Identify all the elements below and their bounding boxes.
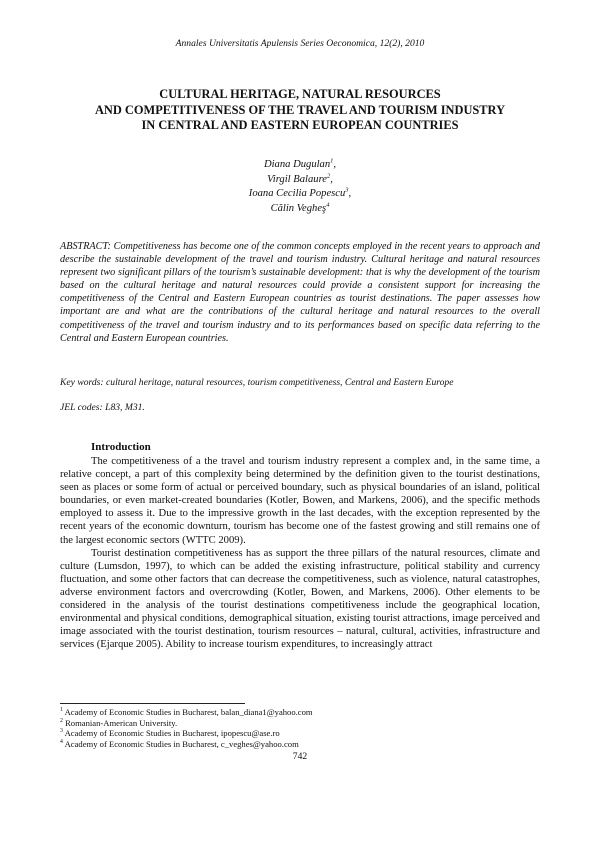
footnote-text: Academy of Economic Studies in Bucharest, ipopescu@ase.ro (64, 728, 280, 739)
author-separator: , (333, 159, 337, 170)
page-number: 742 (292, 751, 308, 762)
author-name: Virgil Balaure (267, 173, 328, 185)
footnote-mark: 2 (327, 172, 331, 180)
footnote (60, 728, 540, 739)
footnote-mark: 4 (326, 201, 330, 209)
abstract: ABSTRACT: Competitiveness has become one of the common concepts employed in the recent years to approach and describe the sustainable development of the travel and tourism industry. Cultural heritage and natural resources represent two significant pillars of the tourism’s sustainable development: that is why the development of the tourism based on the cultural heritage and natural resources could provide a consistent support for increasing the competitiveness of the Central and Eastern European countries as tourist destinations. The paper assesses how important are and what are the contributions of the cultural heritage and natural resources to the overall competitiveness of the travel and tourism industry and to its performances based on specific data referring to the Central and Eastern European countries. (60, 241, 540, 344)
footnote-mark: 3 (345, 186, 349, 194)
author-name: Călin Vegheş (270, 203, 327, 215)
jel-codes: JEL codes: L83, M31. (60, 402, 145, 413)
footnote-divider (60, 703, 245, 704)
body-paragraph: The competitiveness of a the travel and tourism industry represent a complex and, in the same time, a relative concept, a part of this complexity being determined by the definition given to the tourist destinations, seen as places or some form of actual or perceived boundary, such as physical boundaries of an island, political boundaries, or even market-created boundaries (Kotler, Bowen, and Markens, 2006), and the specific methods employed to assess it. Due to the impressive growth in the last decades, with the exception represented by the recent years of the economic downturn, tourism has become one of the fastest growing and still remains one of the largest economic sectors (WTTC 2009). (60, 456, 540, 546)
body-paragraph: Tourist destination competitiveness has as support the three pillars of the natural resources, climate and culture (Lumsdon, 1997), to which can be added the existing infrastructure, political stability and currency fluctuation, and some other factors that can decrease the competitiveness, such as violence, natural catastrophes, adverse environment factors and overcrowding (Kotler, Bowen, and Markens, 2006). Other elements to be considered in the analysis of the tourist destinations competitiveness include the geographical location, environmental and physical conditions, demographical situation, existing tourist attractions, image perceived and image associated with the tourist destination, tourism resources – natural, cultural, activities, infrastructure and services (Ejarque 2005). Ability to increase tourism expenditures, to increasingly attract (60, 547, 540, 651)
body-text (60, 455, 540, 651)
running-header: Annales Universitatis Apulensis Series Oeconomica, 12(2), 2010 (175, 38, 425, 49)
title-line: AND COMPETITIVENESS OF THE TRAVEL AND TOURISM INDUSTRY (94, 102, 506, 117)
author-entry (60, 173, 540, 188)
title-line: IN CENTRAL AND EASTERN EUROPEAN COUNTRIES (141, 118, 459, 132)
footnote-text: Academy of Economic Studies in Bucharest, balan_diana1@yahoo.com (64, 707, 313, 717)
author-name: Diana Dugulan (263, 159, 331, 170)
paper-title (60, 87, 540, 134)
keywords: Key words: cultural heritage, natural resources, tourism competitiveness, Central and Eastern Europe (60, 377, 454, 388)
title-line: CULTURAL HERITAGE, NATURAL RESOURCES (159, 87, 441, 101)
footnote (60, 739, 540, 750)
author-list (60, 158, 540, 217)
footnote-mark: 2 (60, 717, 63, 724)
author-entry (60, 187, 540, 202)
author-separator: , (348, 188, 352, 200)
author-entry (60, 202, 540, 217)
footnote (60, 707, 540, 718)
footnote-mark: 1 (330, 157, 334, 165)
author-name: Ioana Cecilia Popescu (248, 188, 346, 200)
footnote-text: Romanian-American University. (65, 717, 178, 728)
footnote (60, 718, 540, 729)
author-separator: , (330, 173, 333, 185)
footnote-mark: 1 (60, 707, 63, 714)
section-heading: Introduction (91, 441, 151, 453)
footnote-mark: 4 (60, 738, 63, 745)
footnote-text: Academy of Economic Studies in Bucharest, c_veghes@yahoo.com (64, 738, 299, 749)
author-entry (60, 158, 540, 173)
footnote-mark: 3 (60, 728, 63, 735)
footnotes (60, 707, 540, 749)
